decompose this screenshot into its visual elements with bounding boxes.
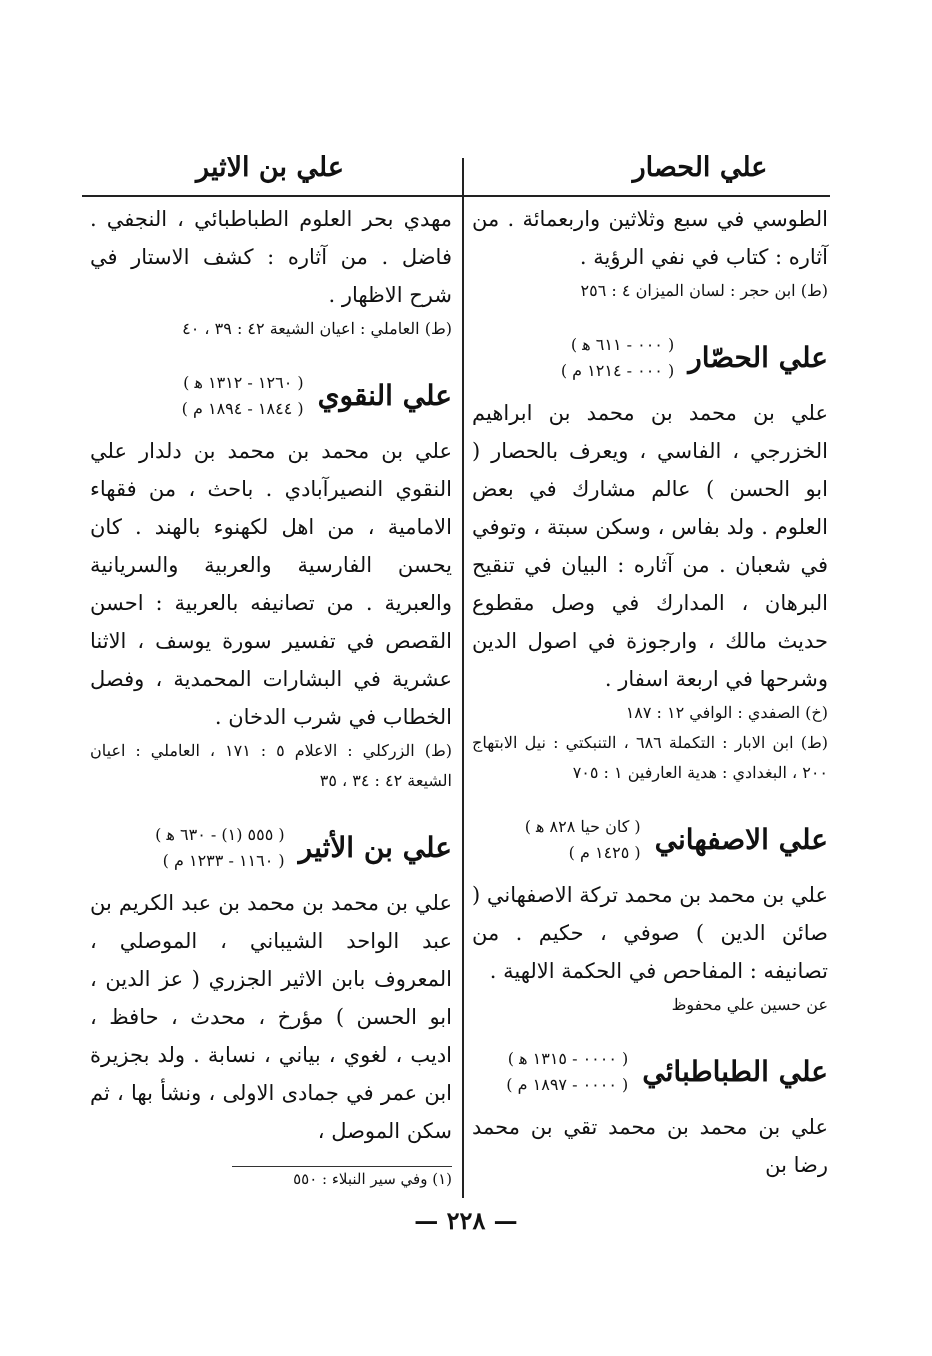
entry-dates bbox=[561, 332, 674, 384]
entry-dates bbox=[155, 822, 285, 874]
entry-name: علي الطباطبائي bbox=[642, 1055, 828, 1088]
entry-body: علي بن محمد بن محمد تقي بن محمد رضا بن bbox=[472, 1115, 828, 1177]
running-header-right: علي الحصار bbox=[632, 152, 768, 183]
hijri-date: ( كان حيا ٨٢٨ ﻫ ) bbox=[524, 817, 641, 836]
left-column bbox=[90, 200, 452, 1150]
running-header-left: علي بن الاثير bbox=[196, 152, 344, 183]
entry-source: عن حسين علي محفوظ bbox=[671, 995, 828, 1014]
hijri-date: ( ١٢٦٠ - ١٣١٢ ﻫ ) bbox=[183, 373, 304, 392]
entry-body: علي بن محمد بن محمد بن عبد الكريم بن عبد الواحد الشيباني ، الموصلي ، المعروف بابن الاثير الجزري ( عز الدين ، ابو الحسن ) مؤرخ ، محدث ، حافظ ، اديب ، لغوي ، بياني ، نسابة . ولد بجزيرة ابن عمر في جمادى الاولى ، ونشأ بها ، ثم سكن الموصل ، bbox=[90, 891, 452, 1143]
hijri-date: ( ٠٠٠ - ٦١١ ﻫ ) bbox=[570, 335, 675, 354]
entry-source: (ط) الزركلي : الاعلام ٥ : ١٧١ ، العاملي : اعيان الشيعة ٤٢ : ٣٤ ، ٣٥ bbox=[90, 741, 452, 790]
entry-body: علي بن محمد بن محمد بن ابراهيم الخزرجي ، الفاسي ، ويعرف بالحصار ( ابو الحسن ) عالم مشارك في بعض العلوم . ولد بفاس ، وسكن سبتة ، وتوفي في شعبان . من آثاره : البيان في تنقيح البرهان ، المدارك في وصل مقطوع حديث مالك ، وارجوزة في اصول الدين وشرحها في اربعة اسفار . bbox=[472, 401, 828, 691]
entry-dates bbox=[182, 370, 304, 422]
entry-dates bbox=[525, 814, 641, 866]
entry-heading bbox=[472, 1036, 828, 1108]
entry-heading bbox=[90, 360, 452, 432]
entry-source: (خ) الصفدي : الوافي ١٢ : ١٨٧ bbox=[625, 703, 828, 722]
page-number: — ٢٢٨ — bbox=[414, 1206, 518, 1235]
gregorian-date: ( ١٨٤٤ - ١٨٩٤ م ) bbox=[181, 399, 304, 418]
hijri-date: ( ٠٠٠٠ - ١٣١٥ ﻫ ) bbox=[507, 1049, 629, 1068]
right-intro-text: الطوسي في سبع وثلاثين واربعمائة . من آثاره : كتاب في نفي الرؤية . bbox=[472, 207, 828, 269]
right-intro-source: (ط) ابن حجر : لسان الميزان ٤ : ٢٥٦ bbox=[580, 281, 828, 300]
left-intro-source: (ط) العاملي : اعيان الشيعة ٤٢ : ٣٩ ، ٤٠ bbox=[182, 319, 452, 338]
entry-name: علي بن الأثير bbox=[298, 831, 452, 864]
entry-name: علي النقوي bbox=[317, 379, 452, 412]
footnote-rule bbox=[232, 1166, 452, 1167]
entry-body: علي بن محمد بن محمد تركة الاصفهاني ( صائن الدين ) صوفي ، حكيم . من تصانيفه : المفاحص في الحكمة الالهية . bbox=[472, 883, 828, 983]
entry-name: علي الحصّار bbox=[688, 341, 828, 374]
column-divider bbox=[462, 158, 464, 1198]
gregorian-date: ( ٠٠٠ - ١٢١٤ م ) bbox=[560, 361, 675, 380]
gregorian-date: ( ٠٠٠٠ - ١٨٩٧ م ) bbox=[506, 1075, 629, 1094]
footnote: (١) وفي سير النبلاء : ٥٥٠ bbox=[293, 1170, 452, 1188]
entry-source: (ط) ابن الابار : التكملة ٦٨٦ ، التنبكتي : نيل الابتهاج ٢٠٠ ، البغدادي : هدية العارفين ١ : ٧٠٥ bbox=[472, 733, 828, 782]
right-column bbox=[472, 200, 828, 1184]
left-intro-text: مهدي بحر العلوم الطباطبائي ، النجفي . فاضل . من آثاره : كشف الاستار في شرح الاظهار . bbox=[90, 207, 452, 307]
gregorian-date: ( ١٤٢٥ م ) bbox=[568, 843, 641, 862]
gregorian-date: ( ١١٦٠ - ١٢٣٣ م ) bbox=[162, 851, 285, 870]
hijri-date: ( ٥٥٥ (١) - ٦٣٠ ﻫ ) bbox=[155, 825, 285, 844]
entry-heading bbox=[472, 322, 828, 394]
entry-dates bbox=[506, 1046, 628, 1098]
entry-heading bbox=[472, 804, 828, 876]
header-rule bbox=[82, 195, 830, 197]
entry-body: علي بن محمد بن محمد بن دلدار علي النقوي النصيرآبادي . باحث ، من فقهاء الامامية ، من اهل لكهنوء بالهند . كان يحسن الفارسية والعربية والسريانية والعبرية . من تصانيفه بالعربية : احسن القصص في تفسير سورة يوسف ، الاثنا عشرية في البشارات المحمدية ، وفصل الخطاب في شرب الدخان . bbox=[90, 439, 452, 729]
entry-heading bbox=[90, 812, 452, 884]
entry-name: علي الاصفهاني bbox=[654, 823, 828, 856]
